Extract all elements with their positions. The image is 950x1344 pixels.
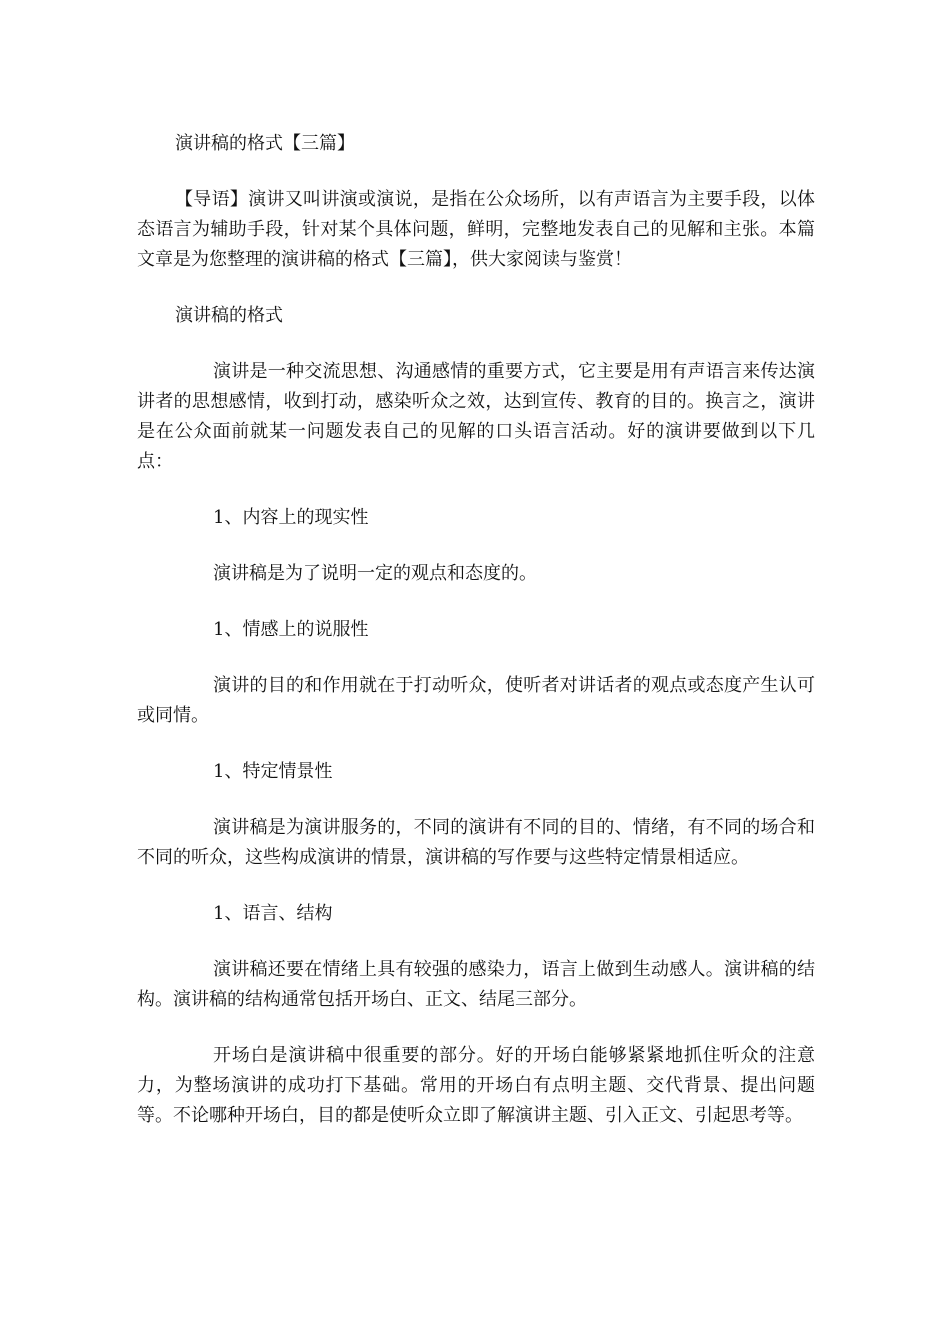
paragraph-opening: 开场白是演讲稿中很重要的部分。好的开场白能够紧紧地抓住听众的注意力，为整场演讲的成功打下基础。常用的开场白有点明主题、交代背景、提出问题等。不论哪种开场白，目的都是使听众立即了解演讲主题、引入正文、引起思考等。: [137, 1045, 815, 1126]
paragraph-reality: 演讲稿是为了说明一定的观点和态度的。: [213, 563, 537, 584]
point-heading-language-structure: 1、语言、结构: [213, 903, 333, 924]
point-heading-reality: 1、内容上的现实性: [213, 507, 369, 528]
intro-paragraph: 【导语】演讲又叫讲演或演说，是指在公众场所，以有声语言为主要手段，以体态语言为辅助手段，针对某个具体问题，鲜明，完整地发表自己的见解和主张。本篇文章是为您整理的演讲稿的格式【三篇】，供大家阅读与鉴赏！: [137, 189, 815, 270]
paragraph-speech-definition: 演讲是一种交流思想、沟通感情的重要方式，它主要是用有声语言来传达演讲者的思想感情，收到打动，感染听众之效，达到宣传、教育的目的。换言之，演讲是在公众面前就某一问题发表自己的见解的口头语言活动。好的演讲要做到以下几点：: [137, 361, 815, 472]
document-title: 演讲稿的格式【三篇】: [175, 133, 355, 154]
paragraph-language-structure: 演讲稿还要在情绪上具有较强的感染力，语言上做到生动感人。演讲稿的结构。演讲稿的结构通常包括开场白、正文、结尾三部分。: [137, 959, 815, 1010]
paragraph-situation: 演讲稿是为演讲服务的，不同的演讲有不同的目的、情绪，有不同的场合和不同的听众，这些构成演讲的情景，演讲稿的写作要与这些特定情景相适应。: [137, 817, 815, 868]
point-heading-persuasion: 1、情感上的说服性: [213, 619, 369, 640]
point-heading-situation: 1、特定情景性: [213, 761, 333, 782]
paragraph-persuasion: 演讲的目的和作用就在于打动听众，使听者对讲话者的观点或态度产生认可或同情。: [137, 675, 815, 726]
document-body: [137, 129, 815, 1131]
section-heading: 演讲稿的格式: [175, 305, 283, 326]
